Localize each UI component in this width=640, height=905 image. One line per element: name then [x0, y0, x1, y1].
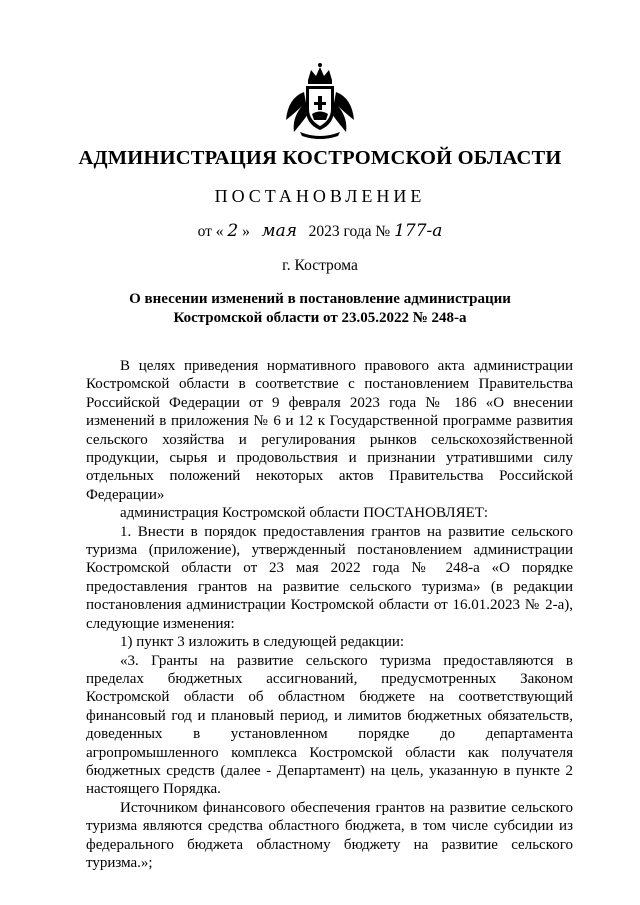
date-prefix: от «: [197, 223, 224, 240]
document-body: [86, 357, 573, 872]
subject-line: Костромской области от 23.05.2022 № 248-а: [173, 310, 467, 326]
city-name: г. Кострома: [282, 257, 358, 274]
body-paragraph: администрация Костромской области ПОСТАНОВЛЯЕТ:: [120, 505, 489, 522]
body-paragraph: 1. Внести в порядок предоставления грантов на развитие сельского туризма (приложение), утвержденный постановлением администрации Костромской области от 23 мая 2022 года № 248-а «О порядке предоставления грантов на развитие сельского туризма» (в редакции постановления администрации Костромской области от 16.01.2023 № 2-а), следующие изменения:: [86, 523, 573, 632]
subject-line: О внесении изменений в постановление администрации: [129, 291, 511, 307]
document-subject: [60, 290, 580, 328]
body-paragraph: В целях приведения нормативного правового акта администрации Костромской области в соответствие с постановлением Правительства Российской Федерации от 9 февраля 2023 года № 186 «О внесении изменений в приложения № 6 и 12 к Государственной программе развития сельского хозяйства и регулирования рынков сельскохозяйственной продукции, сырья и продовольствия и признании утратившими силу отдельных положений некоторых актов Правительства Российской Федерации»: [86, 358, 573, 503]
body-paragraph: «3. Гранты на развитие сельского туризма предоставляются в пределах бюджетных ассигнований, предусмотренных Законом Костромской области об областном бюджете на соответствующий финансовый год и плановый период, и лимитов бюджетных обязательств, доведенных в установленном порядке до департамента агропромышленного комплекса Костромской области как получателя бюджетных средств (далее - Департамент) на цель, указанную в пункте 2 настоящего Порядка.: [86, 652, 573, 798]
date-year: 2023 года №: [308, 223, 391, 240]
organization-name: АДМИНИСТРАЦИЯ КОСТРОМСКОЙ ОБЛАСТИ: [78, 147, 562, 169]
coat-of-arms-icon: [278, 62, 362, 140]
date-month: мая: [261, 221, 297, 241]
body-paragraph: Источником финансового обеспечения грантов на развитие сельского туризма являются средства областного бюджета, в том числе субсидии из федерального бюджета областному бюджету на развитие сельского туризма.»;: [86, 799, 573, 871]
date-day: 2: [227, 221, 239, 241]
body-paragraph: 1) пункт 3 изложить в следующей редакции:: [120, 634, 405, 651]
document-number: 177-а: [394, 221, 443, 241]
date-separator: »: [242, 223, 250, 240]
date-line: [0, 221, 640, 241]
document-type: ПОСТАНОВЛЕНИЕ: [214, 186, 426, 206]
